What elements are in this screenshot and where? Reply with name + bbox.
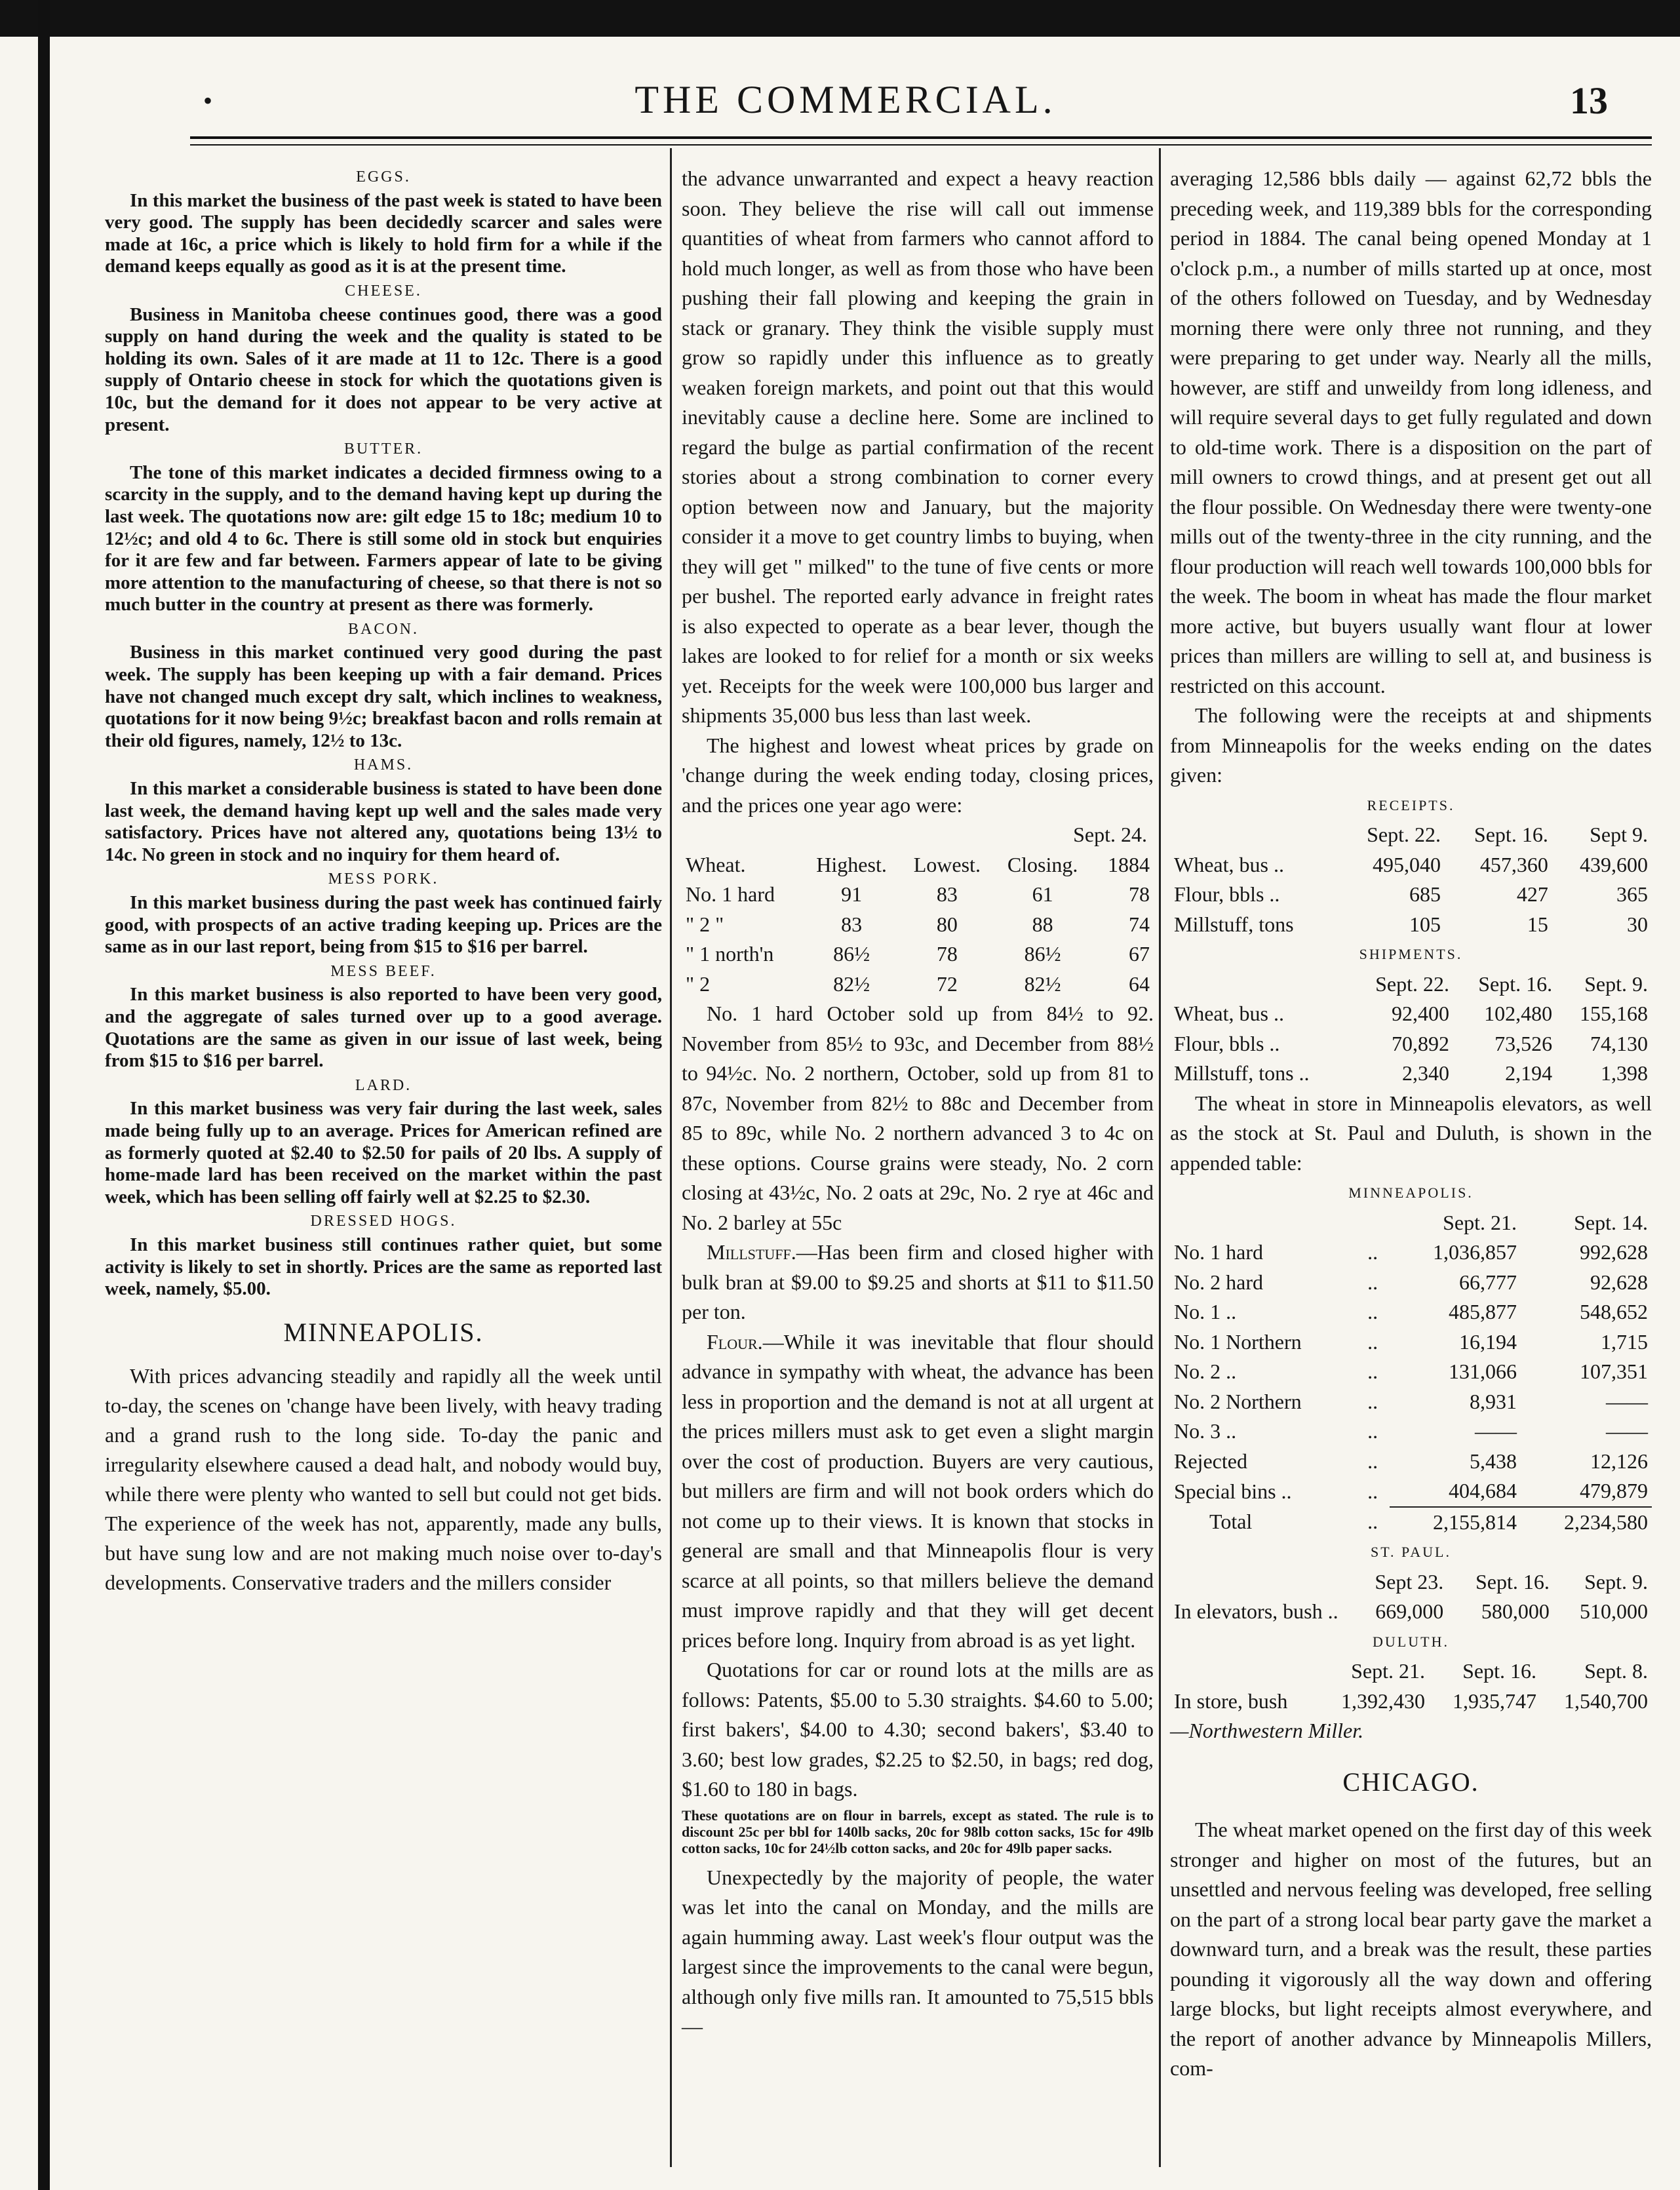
table-row bbox=[1170, 1297, 1652, 1327]
table-row bbox=[1170, 1476, 1652, 1507]
wheat-price-table bbox=[682, 850, 1154, 1000]
source-signature: —Northwestern Miller. bbox=[1170, 1719, 1364, 1742]
table-header-row bbox=[1170, 969, 1652, 1000]
table-cell: 5,438 bbox=[1470, 1449, 1517, 1473]
paragraph-hams: In this market a considerable business is stated to have been done last week, the demand having kept up well and the sales made very satisfactory. Prices have not altered any, quotations being 13½ to 14c. No green in stock and no inquiry for them heard of. bbox=[105, 778, 662, 865]
minneapolis-stock-table bbox=[1170, 1208, 1652, 1538]
table-row bbox=[1170, 999, 1652, 1029]
millstuff-lead: Millstuff. bbox=[707, 1240, 796, 1264]
table-cell: 992,628 bbox=[1580, 1240, 1648, 1264]
table-cell: Total bbox=[1209, 1510, 1253, 1533]
table-cell: 457,360 bbox=[1479, 852, 1548, 876]
table-cell: No. 1 hard bbox=[1174, 1240, 1263, 1264]
table-cell: 86½ bbox=[1024, 942, 1061, 966]
table-header-row bbox=[682, 850, 1154, 880]
paragraph-col2-1: the advance unwarranted and expect a heavy reaction soon. They believe the rise will call out immense quantities of wheat from farmers who cannot afford to hold much longer, as well as from those who have been pushing their fall plowing and keeping the grain in stack or granary. They think the visible supply must grow so rapidly under this influence as to greatly weaken foreign markets, and point out that this would inevitably cause a decline here. Some are inclined to regard the bulge as partial confirmation of the recent stories about a strong combination to corner every option between now and January, but the majority consider it a move to get country limbs to buying, when they will get " milked" to the tune of five cents or more per bushel. The reported early advance in freight rates is also expected to operate as a bear lever, though the lakes are looked to for relief for a month or six weeks yet. Receipts for the week were 100,000 bus larger and shipments 35,000 bus less than last week. bbox=[682, 166, 1154, 727]
table-cell: 82½ bbox=[1024, 971, 1061, 996]
paragraph-mess-pork: In this market business during the past week has continued fairly good, with prospects of an active trading keeping up. Prices are the same as in our last report, being from $15 to $16 per barrel. bbox=[105, 892, 662, 958]
st-paul-caption: ST. PAUL. bbox=[1371, 1544, 1451, 1560]
table-row bbox=[682, 939, 1154, 969]
paragraph-minneapolis: With prices advancing steadily and rapidly all the week until to-day, the scenes on 'change have been lively, with heavy trading and a grand rush to the long side. To-day the panic and irregularity elsewhere caused a dead halt, and nobody would buy, while there were plenty who wanted to sell but could not get bids. The experience of the week has not, apparently, made any bulls, but have sung low and are not making much noise over to-day's developments. Conservative traders and the millers consider bbox=[105, 1364, 662, 1595]
table-row bbox=[1170, 1029, 1652, 1059]
table-cell: .. bbox=[1367, 1510, 1378, 1533]
paragraph-col2-3: No. 1 hard October sold up from 84½ to 92. November from 85½ to 93c, and December from 88½ to 94½c. No. 2 northern, October, sold up from 81 to 87c, November from 82½ to 88c and December from 85 to 89c, while No. 2 northern advanced 3 to 4c on these options. Course grains were steady, No. 2 corn closing at 43½c, No. 2 oats at 29c, No. 2 rye at 46c and No. 2 barley at 55c bbox=[682, 1002, 1154, 1234]
table-cell: In store, bush bbox=[1174, 1689, 1288, 1713]
table-header: Lowest. bbox=[913, 852, 981, 876]
table-cell: 83 bbox=[841, 912, 863, 936]
table-cell: .. bbox=[1367, 1389, 1378, 1413]
paragraph-lard: In this market business was very fair during the last week, sales made being fully up to an average. Prices for American refined are as formerly quoted at $2.40 to $2.50 for pails of 20 lbs. A supply of home-made lard has been received on the market within the past week, which has been selling off fairly well at $2.25 to $2.30. bbox=[105, 1098, 662, 1207]
table-cell: 88 bbox=[1032, 912, 1053, 936]
table-header: Sept. 16. bbox=[1474, 823, 1548, 846]
table-row bbox=[1170, 1687, 1652, 1717]
table-row bbox=[1170, 910, 1652, 940]
table-row bbox=[682, 910, 1154, 940]
table-header: Sept. 21. bbox=[1443, 1210, 1517, 1234]
table-row bbox=[1170, 1327, 1652, 1358]
table-row bbox=[1170, 1268, 1652, 1298]
table-cell: 91 bbox=[841, 882, 863, 906]
paragraph-dressed-hogs: In this market business still continues rather quiet, but some activity is likely to set in shortly. Prices are the same as reported last week, namely, $5.00. bbox=[105, 1234, 662, 1300]
table-cell: Rejected bbox=[1174, 1449, 1247, 1473]
table-cell: 16,194 bbox=[1459, 1329, 1517, 1354]
table-header: Sept. 9. bbox=[1584, 971, 1648, 996]
table-row bbox=[1170, 850, 1652, 880]
table-cell: .. bbox=[1367, 1240, 1378, 1264]
table-header bbox=[1170, 969, 1350, 1000]
section-head-cheese: CHEESE. bbox=[345, 282, 422, 300]
section-head-chicago: CHICAGO. bbox=[1342, 1767, 1479, 1797]
table-header bbox=[1170, 1567, 1348, 1597]
table-cell: 131,066 bbox=[1449, 1359, 1517, 1383]
minneapolis-caption: MINNEAPOLIS. bbox=[1348, 1184, 1474, 1201]
section-head-minneapolis: MINNEAPOLIS. bbox=[283, 1317, 484, 1347]
table-cell: Millstuff, tons bbox=[1174, 912, 1294, 936]
table-row bbox=[1170, 1597, 1652, 1627]
paragraph-col3-1: averaging 12,586 bbls daily — against 62,72 bbls the preceding week, and 119,389 bbls for the corresponding period in 1884. The canal being opened Monday at 1 o'clock p.m., a number of mills started up at once, most of the others followed on Tuesday, and by Wednesday morning there were only three not running, and they were preparing to get under way. Nearly all the mills, however, are stiff and unweildy from long idleness, and will require several days to get fully regulated and down to old-time work. There is a disposition on the part of mill owners to crowd things, and at present get out all the flour possible. On Wednesday there were twenty-one mills out of the twenty-three in the city running, and the flour production will reach well towards 100,000 bbls for the week. The boom in wheat has made the flour market more active, but buyers usually want flour at lower prices than millers are willing to sell at, and business is restricted on this account. bbox=[1170, 166, 1652, 697]
table-total-row bbox=[1170, 1507, 1652, 1538]
page-number: 13 bbox=[1570, 79, 1608, 122]
table-row bbox=[1170, 1059, 1652, 1089]
paragraph-col2-2: The highest and lowest wheat prices by grade on 'change during the week ending today, closing prices, and the prices one year ago were: bbox=[682, 733, 1154, 817]
section-head-dressed-hogs: DRESSED HOGS. bbox=[310, 1213, 457, 1230]
table-cell: 80 bbox=[936, 912, 958, 936]
table-cell: No. 1 hard bbox=[686, 882, 775, 906]
table-row bbox=[1170, 1357, 1652, 1387]
table-cell: —— bbox=[1606, 1389, 1648, 1413]
st-paul-table bbox=[1170, 1567, 1652, 1627]
millstuff-text: —Has been firm and closed higher with bulk bran at $9.00 to $9.25 and shorts at $11 to $11.50 per ton. bbox=[682, 1240, 1154, 1323]
table-cell: Wheat, bus .. bbox=[1174, 1002, 1284, 1025]
table-cell: 67 bbox=[1129, 942, 1150, 966]
table-cell: 1,392,430 bbox=[1340, 1689, 1425, 1713]
column-separator-2 bbox=[1159, 148, 1161, 2167]
table-header: Sept. 22. bbox=[1367, 823, 1441, 846]
table-cell: 102,480 bbox=[1484, 1002, 1553, 1025]
table-cell: 439,600 bbox=[1580, 852, 1648, 876]
table-cell: No. 3 .. bbox=[1174, 1419, 1237, 1443]
table-cell: 685 bbox=[1409, 882, 1441, 906]
header-rule-top bbox=[190, 136, 1652, 139]
table-cell: 479,879 bbox=[1580, 1479, 1648, 1502]
table-header: Sept. 22. bbox=[1375, 971, 1449, 996]
table-cell: .. bbox=[1367, 1449, 1378, 1473]
table-cell: 92,628 bbox=[1590, 1270, 1648, 1294]
table-cell: 548,652 bbox=[1580, 1300, 1648, 1323]
table-cell: 74,130 bbox=[1590, 1031, 1648, 1055]
section-head-butter: BUTTER. bbox=[343, 440, 423, 458]
table-header: Sept. 9. bbox=[1584, 1569, 1648, 1594]
paragraph-flour bbox=[682, 1327, 1154, 1656]
column-separator-1 bbox=[670, 148, 672, 2167]
table-row bbox=[1170, 1417, 1652, 1447]
left-scan-border bbox=[38, 0, 50, 2190]
table-cell: No. 1 .. bbox=[1174, 1300, 1237, 1323]
table-cell: In elevators, bush .. bbox=[1174, 1599, 1338, 1623]
table-cell: 1,036,857 bbox=[1433, 1240, 1517, 1264]
table-header bbox=[1170, 1208, 1363, 1238]
header-rule-bottom bbox=[190, 144, 1652, 146]
table-cell: 74 bbox=[1129, 912, 1150, 936]
table-cell: 155,168 bbox=[1580, 1002, 1648, 1025]
table-row bbox=[682, 969, 1154, 1000]
section-head-mess-beef: MESS BEEF. bbox=[330, 962, 437, 980]
flour-lead: Flour. bbox=[707, 1329, 763, 1354]
paragraph-col2-5: Unexpectedly by the majority of people, the water was let into the canal on Monday, and the mills are again humming away. Last week's flour output was the largest since the improvements to the canal were begun, although only five mills ran. It amounted to 75,515 bbls— bbox=[682, 1865, 1154, 2038]
column-2 bbox=[682, 164, 1154, 2042]
table-cell: 510,000 bbox=[1580, 1599, 1648, 1623]
table-header bbox=[1170, 1656, 1318, 1687]
table-header bbox=[1170, 820, 1337, 850]
table-cell: 2,340 bbox=[1401, 1061, 1449, 1085]
table-cell: 2,194 bbox=[1505, 1061, 1553, 1085]
table-row bbox=[682, 880, 1154, 910]
flour-text: —While it was inevitable that flour should advance in sympathy with wheat, the advance has been less in proportion and the demand is not at all urgent at the prices millers must ask to get even a slight margin over the cost of production. Buyers are very cautious, but millers are firm and will not book orders which do not come up to their views. It is known that stocks in general are small and that Minneapolis flour is very scarce at all points, so that millers believe the demand must improve rapidly and that they will get decent prices before long. Inquiry from abroad is as yet light. bbox=[682, 1329, 1154, 1652]
table-cell: .. bbox=[1367, 1419, 1378, 1443]
table-cell: No. 2 Northern bbox=[1174, 1389, 1302, 1413]
table-cell: 1,398 bbox=[1601, 1061, 1648, 1085]
table-cell: 580,000 bbox=[1481, 1599, 1550, 1623]
table-cell: 66,777 bbox=[1459, 1270, 1517, 1294]
table-cell: 1,935,747 bbox=[1452, 1689, 1536, 1713]
paragraph-mess-beef: In this market business is also reported to have been very good, and the aggregate of sales turned over up to a good average. Quotations are the same as given in our issue of last week, being from $15 to $16 per barrel. bbox=[105, 984, 662, 1072]
table-cell: " 1 north'n bbox=[686, 942, 774, 966]
table-cell: 2,234,580 bbox=[1521, 1507, 1652, 1538]
table-header-row bbox=[1170, 1567, 1652, 1597]
table-row bbox=[1170, 1447, 1652, 1477]
table-cell: 404,684 bbox=[1449, 1479, 1517, 1502]
section-head-bacon: BACON. bbox=[347, 620, 419, 638]
table-cell: .. bbox=[1367, 1300, 1378, 1323]
table-cell: No. 1 Northern bbox=[1174, 1329, 1302, 1354]
table-cell: .. bbox=[1367, 1359, 1378, 1383]
paragraph-chicago: The wheat market opened on the first day of this week stronger and higher on most of the futures, but an unsettled and nervous feeling was developed, free selling on the part of a strong local bear party gave the market a downward turn, and a break was the result, these parties pounding it vigorously all the way down and offering large blocks, but light receipts almost everywhere, and the report of another advance by Minneapolis Millers, com- bbox=[1170, 1818, 1652, 2080]
paragraph-col3-3: The wheat in store in Minneapolis elevators, as well as the stock at St. Paul and Duluth, is shown in the appended table: bbox=[1170, 1091, 1652, 1175]
table-cell: Wheat, bus .. bbox=[1174, 852, 1284, 876]
section-head-hams: HAMS. bbox=[353, 756, 414, 774]
wheat-table-date: Sept. 24. bbox=[1073, 823, 1147, 846]
paragraph-col3-2: The following were the receipts at and shipments from Minneapolis for the weeks ending on the dates given: bbox=[1170, 703, 1652, 787]
table-row bbox=[1170, 880, 1652, 910]
paragraph-eggs: In this market the business of the past week is stated to have been very good. The supply has been decidedly scarcer and sales were made at 16c, a price which is likely to hold firm for a while if the demand keeps equally as good as it is at the present time. bbox=[105, 189, 662, 277]
shipments-caption: SHIPMENTS. bbox=[1359, 946, 1463, 962]
receipts-table bbox=[1170, 820, 1652, 939]
table-cell: 83 bbox=[936, 882, 958, 906]
table-cell: 61 bbox=[1032, 882, 1053, 906]
table-header: Highest. bbox=[816, 852, 887, 876]
paragraph-butter: The tone of this market indicates a decided firmness owing to a scarcity in the supply, and to the demand having kept up during the last week. The quotations now are: gilt edge 15 to 18c; medium 10 to 12½c; and old 4 to 6c. There is still some old in stock but enquiries for it are few and far between. Farmers appear of late to be giving more attention to the manufacturing of cheese, so that there is not so much butter in the country at present as there was formerly. bbox=[105, 461, 662, 616]
table-cell: 485,877 bbox=[1449, 1300, 1517, 1323]
table-cell: 1,540,700 bbox=[1564, 1689, 1648, 1713]
duluth-table bbox=[1170, 1656, 1652, 1716]
shipments-table bbox=[1170, 969, 1652, 1089]
paragraph-bacon: Business in this market continued very good during the past week. The supply has been keeping up with a fair demand. Prices have not changed much except dry salt, which inclines to weakness, quotations for it now being 9½c; breakfast bacon and rolls remain at their old figures, namely, 12½ to 13c. bbox=[105, 642, 662, 751]
table-cell: Special bins .. bbox=[1174, 1479, 1292, 1503]
table-cell: 72 bbox=[936, 971, 958, 996]
table-cell: 92,400 bbox=[1391, 1002, 1449, 1025]
table-header-row bbox=[1170, 820, 1652, 850]
table-header: Wheat. bbox=[686, 852, 746, 876]
table-header: Sept 9. bbox=[1590, 823, 1648, 846]
table-cell: " 2 " bbox=[686, 912, 724, 936]
table-cell: 495,040 bbox=[1373, 852, 1441, 876]
table-header: Sept. 16. bbox=[1478, 971, 1553, 996]
paragraph-col2-4: Quotations for car or round lots at the mills are as follows: Patents, $5.00 to 5.30 straights. $4.60 to 5.00; first bakers', $4.00 to 4.30; second bakers', $3.40 to 3.60; best low grades, $2.25 to $2.50, in bags; red dog, $1.60 to 180 in bags. bbox=[682, 1658, 1154, 1801]
table-cell: " 2 bbox=[686, 971, 711, 996]
table-cell: Flour, bbls .. bbox=[1174, 882, 1280, 906]
table-cell: 365 bbox=[1616, 882, 1648, 906]
table-cell: 70,892 bbox=[1391, 1031, 1449, 1055]
table-cell: .. bbox=[1367, 1270, 1378, 1294]
table-header: Sept. 21. bbox=[1351, 1659, 1425, 1683]
section-head-eggs: EGGS. bbox=[356, 168, 411, 186]
table-cell: 105 bbox=[1409, 912, 1441, 936]
table-cell: No. 2 hard bbox=[1174, 1270, 1263, 1294]
table-row bbox=[1170, 1238, 1652, 1268]
table-cell: 669,000 bbox=[1375, 1599, 1444, 1623]
page-title: THE COMMERCIAL. bbox=[635, 78, 1057, 121]
table-header-row bbox=[1170, 1208, 1652, 1238]
table-header: Sept 23. bbox=[1375, 1569, 1444, 1594]
section-head-mess-pork: MESS PORK. bbox=[328, 870, 439, 888]
table-cell: .. bbox=[1367, 1479, 1378, 1503]
receipts-caption: RECEIPTS. bbox=[1367, 796, 1455, 813]
table-header: Sept. 8. bbox=[1584, 1659, 1648, 1683]
table-cell: —— bbox=[1475, 1419, 1517, 1443]
table-cell: No. 2 .. bbox=[1174, 1359, 1237, 1383]
table-header: Sept. 16. bbox=[1475, 1569, 1550, 1594]
table-cell: 30 bbox=[1627, 912, 1648, 936]
table-cell: 78 bbox=[936, 942, 958, 966]
table-header: Sept. 14. bbox=[1574, 1210, 1648, 1234]
table-cell: Flour, bbls .. bbox=[1174, 1031, 1280, 1055]
table-header: Sept. 16. bbox=[1462, 1659, 1536, 1683]
table-cell: 78 bbox=[1129, 882, 1150, 906]
table-cell: 64 bbox=[1129, 971, 1150, 996]
table-cell: 12,126 bbox=[1590, 1449, 1648, 1473]
table-header: Closing. bbox=[1007, 852, 1078, 876]
paragraph-millstuff bbox=[682, 1238, 1154, 1327]
table-cell: 73,526 bbox=[1494, 1031, 1553, 1055]
column-3 bbox=[1170, 164, 1652, 2084]
table-row bbox=[1170, 1387, 1652, 1417]
duluth-caption: DULUTH. bbox=[1373, 1633, 1449, 1650]
table-cell: —— bbox=[1606, 1419, 1648, 1443]
table-cell: 2,155,814 bbox=[1390, 1507, 1521, 1538]
column-1 bbox=[105, 164, 662, 1597]
table-cell: .. bbox=[1367, 1329, 1378, 1354]
table-header-row bbox=[1170, 1656, 1652, 1687]
table-header bbox=[1363, 1208, 1390, 1238]
section-head-lard: LARD. bbox=[355, 1076, 412, 1094]
table-cell: 427 bbox=[1516, 882, 1548, 906]
table-cell: 1,715 bbox=[1601, 1329, 1648, 1354]
table-cell: 86½ bbox=[833, 942, 870, 966]
paragraph-cheese: Business in Manitoba cheese continues good, there was a good supply on hand during the week and the quality is stated to be holding its own. Sales of it are made at 11 to 12c. There is a good supply of Ontario cheese in stock for which the quotations given is 10c, but the demand for it does not appear to be very active at present. bbox=[105, 303, 662, 435]
table-header: 1884 bbox=[1108, 852, 1150, 876]
table-cell: 107,351 bbox=[1580, 1359, 1648, 1383]
flour-footnote: These quotations are on flour in barrels, except as stated. The rule is to discount 25c per bbl for 140lb sacks, 20c for 98lb cotton sacks, 15c for 49lb cotton sacks, 10c for 24½lb cotton sacks, and 20c for 49lb paper sacks. bbox=[682, 1807, 1154, 1856]
table-cell: 82½ bbox=[833, 971, 870, 996]
header-dot: • bbox=[203, 86, 213, 115]
table-cell: 15 bbox=[1527, 912, 1548, 936]
table-cell: Millstuff, tons .. bbox=[1174, 1061, 1310, 1085]
table-cell: 8,931 bbox=[1470, 1389, 1517, 1413]
top-scan-border bbox=[0, 0, 1680, 37]
